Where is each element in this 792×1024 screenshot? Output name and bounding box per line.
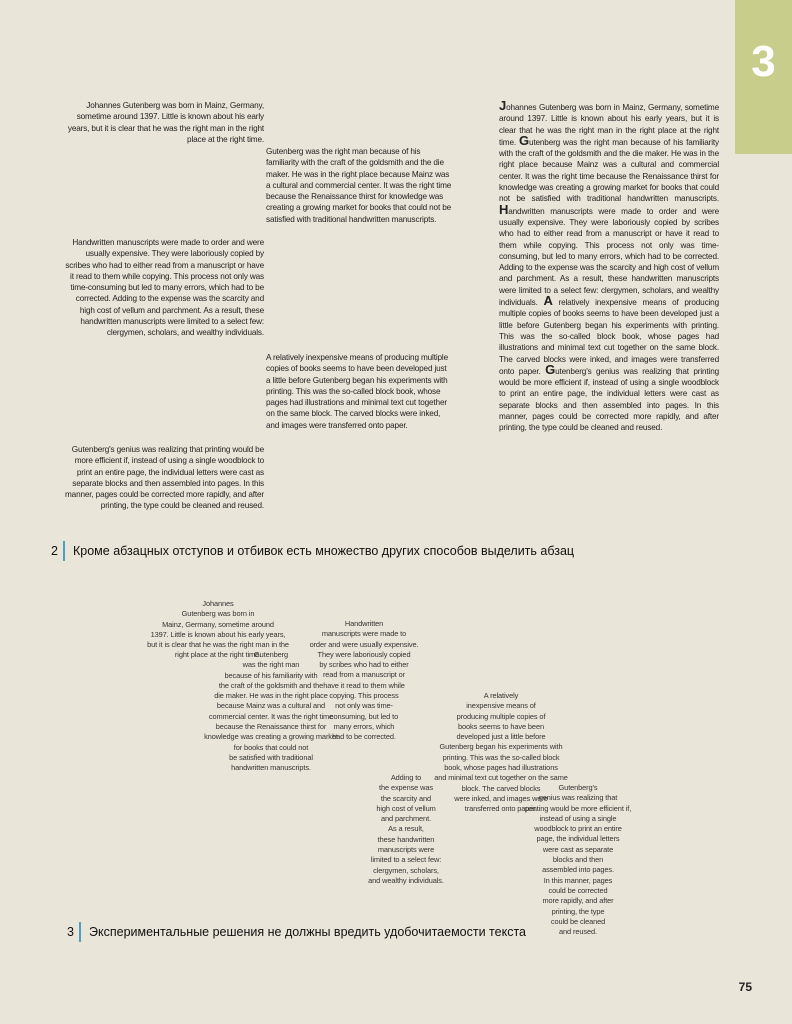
text-line: not only was time- — [335, 701, 393, 711]
caption-3-divider — [79, 922, 81, 942]
chapter-tab — [735, 0, 792, 154]
text-line: but it is clear that he was the right man in the — [147, 640, 289, 650]
text-line: and parchment. — [381, 814, 431, 824]
caption-2 — [46, 541, 574, 561]
text-line: Handwritten — [344, 619, 384, 628]
text-line: the craft of the goldsmith and the — [218, 680, 324, 690]
run-in-paragraph: andwritten manuscripts were made to order and were usually expensive. They were laboriously copied by scribes who had to either read from a manuscript or have it read to them while copying. This process not only was time-consuming, but led to many errors, which had to be corrected. Adding to the expense was the scarcity and high cost of vellum and parchment. As a result, these handwritten manuscripts were limited to a select few: clergymen, scholars, and wealthy individuals. — [499, 206, 719, 308]
text-line: blocks and then — [552, 855, 604, 865]
text-line: and minimal text cut together on the same — [434, 773, 568, 783]
text-line: Johannes — [202, 599, 234, 608]
initial-cap: H — [499, 201, 509, 217]
text-line: order and were usually expensive. — [309, 639, 419, 649]
text-line: be satisfied with traditional — [229, 752, 313, 762]
text-line: copying. This process — [329, 691, 399, 701]
text-line: block. The carved blocks — [461, 783, 541, 793]
text-line: consuming, but led to — [329, 711, 399, 721]
text-line: developed just a little before — [456, 732, 546, 742]
text-line: many errors, which — [333, 721, 395, 731]
text-line: had to be corrected. — [332, 732, 396, 742]
text-line: read from a manuscript or — [322, 670, 406, 680]
text-line: by scribes who had to either — [319, 660, 409, 670]
caption-2-divider — [63, 541, 65, 561]
col2-paragraph-2: A relatively inexpensive means of producing multiple copies of books seems to have been developed just a little before Gutenberg began his experiments with printing. This was the so-called block book, whose pages had illustrations and minimal text cut together on the same block. The carved blocks were inked, and images were transferred onto paper. — [266, 353, 448, 430]
run-in-paragraph: ohannes Gutenberg was born in Mainz, Germany, sometime around 1397. Little is known about his early years, but it is clear that he was the right man in the right place at the right time. — [499, 103, 719, 147]
text-line: producing multiple copies of — [456, 711, 546, 721]
initial-cap: G — [545, 361, 556, 377]
text-line: these handwritten — [377, 834, 435, 844]
text-line: Gutenberg began his experiments with — [439, 742, 563, 752]
scatter-block-6 — [495, 783, 661, 937]
col2-paragraph-1: Gutenberg was the right man because of his familiarity with the craft of the goldsmith and the die maker. He was in the right place because Mainz was a cultural and commercial center. It was the right time because the Renaissance thirst for knowledge was creating a growing market for books that could not be satisfied with traditional handwritten manuscripts. — [266, 147, 452, 224]
text-line: because the Renaissance thirst for — [215, 722, 327, 732]
text-line: They were laboriously copied — [317, 649, 411, 659]
text-line: assembled into pages. — [542, 865, 614, 875]
text-line: die maker. He was in the right place — [214, 691, 328, 701]
col1-paragraph-3: Gutenberg's genius was realizing that printing would be more efficient if, instead of using a single woodblock to print an entire page, the individual letters were cast as separate blocks and then assembled into pages. In this manner, pages could be corrected more rapidly, and after printing, the type could be cleaned and reused. — [65, 445, 264, 511]
text-line: manuscripts were — [377, 845, 435, 855]
caption-3-number: 3 — [67, 925, 74, 939]
initial-cap: J — [499, 98, 507, 113]
initial-cap: G — [518, 132, 529, 148]
text-line: because of his familiarity with — [224, 670, 318, 680]
text-line: limited to a select few: — [370, 855, 442, 865]
text-line: and reused. — [559, 927, 597, 937]
run-in-paragraph: relatively inexpensive means of producing multiple copies of books seems to have been developed just a little before Gutenberg began his experiments with printing. This was the so-called block book, whose pages had illustrations and minimal text cut together on the same block. The carved blocks were inked, and images were transferred onto paper. — [499, 298, 719, 376]
text-line: knowledge was creating a growing market — [204, 732, 338, 742]
text-line: Mainz, Germany, sometime around — [162, 619, 274, 629]
text-line: commercial center. It was the right time — [208, 711, 334, 721]
text-line: Gutenberg was born in — [181, 609, 255, 619]
page-number: 75 — [738, 980, 752, 994]
text-line: high cost of vellum — [376, 803, 436, 813]
text-line: more rapidly, and after — [542, 896, 614, 906]
text-line: because Mainz was a cultural and — [216, 701, 326, 711]
text-line: have it read to them while — [323, 680, 405, 690]
text-line: transferred onto paper. — [464, 804, 538, 814]
text-line: manuscripts were made to — [321, 629, 407, 639]
run-in-paragraph: utenberg was the right man because of his familiarity with the craft of the goldsmith and the die maker. He was in the right place because Mainz was a cultural and commercial center. It was the right time because the Renaissance thirst for knowledge was creating a growing market for books that could not be satisfied with traditional handwritten manuscripts. — [499, 137, 719, 204]
text-line: were inked, and images were — [454, 793, 548, 803]
text-line: could be corrected — [548, 885, 608, 895]
text-line: were cast as separate — [542, 844, 614, 854]
text-line: clergymen, scholars, — [373, 865, 439, 875]
text-line: Gutenberg — [253, 650, 289, 659]
text-line: In this manner, pages — [543, 875, 613, 885]
text-line: A relatively — [483, 691, 519, 700]
text-line: book, whose pages had illustrations — [444, 763, 558, 773]
caption-3 — [62, 922, 526, 942]
text-line: right place at the right time. — [174, 650, 262, 660]
col3-run-in-text — [499, 98, 719, 434]
text-line: printing would be more efficient if, — [524, 803, 632, 813]
text-line: and wealthy individuals. — [368, 875, 444, 885]
text-line: Gutenberg's — [558, 783, 598, 792]
text-line: genius was realizing that — [538, 793, 618, 803]
chapter-number: 3 — [751, 37, 776, 86]
text-line: 1397. Little is known about his early years, — [150, 629, 286, 639]
text-line: handwritten manuscripts. — [231, 763, 311, 773]
text-line: the expense was — [379, 783, 433, 793]
text-line: books seems to have been — [458, 721, 544, 731]
text-line: printing, the type — [551, 906, 605, 916]
scatter-block-3 — [290, 619, 438, 743]
text-line: was the right man — [242, 660, 300, 670]
text-line: Adding to — [390, 773, 422, 782]
text-line: woodblock to print an entire — [534, 824, 622, 834]
run-in-paragraph: utenberg's genius was realizing that printing would be more efficient if, instead of using a single woodblock to print an entire page, the individual letters were cast as separate blocks and then assembled into pages. In this manner, pages could be corrected more rapidly, and after printing, the type could be cleaned and reused. — [499, 366, 719, 433]
text-line: could be cleaned — [550, 916, 606, 926]
text-line: printing. This was the so-called block — [442, 752, 560, 762]
text-line: page, the individual letters — [536, 834, 620, 844]
col1-paragraph-2: Handwritten manuscripts were made to order and were usually expensive. They were laboriously copied by scribes who had to either read from a manuscript or have it read to them while copying. This process not only was time-consuming but led to many errors, which had to be corrected. Adding to the expense was the scarcity and high cost of vellum and parchment. As a result, these handwritten manuscripts were limited to a select few: clergymen, scholars, and wealthy individuals. — [65, 238, 264, 338]
text-line: instead of using a single — [539, 813, 617, 823]
text-line: the scarcity and — [380, 793, 432, 803]
initial-cap: A — [543, 293, 553, 309]
caption-2-number: 2 — [51, 544, 58, 558]
caption-2-text: Кроме абзацных отступов и отбивок есть множество других способов выделить абзац — [73, 544, 575, 558]
col1-paragraph-1: Johannes Gutenberg was born in Mainz, Germany, sometime around 1397. Little is known about his early years, but it is clear that he was the right man in the right place at the right time. — [67, 101, 264, 144]
caption-3-text: Экспериментальные решения не должны вредить удобочитаемости текста — [89, 925, 526, 939]
text-line: As a result, — [388, 824, 424, 834]
text-line: for books that could not — [233, 742, 309, 752]
text-line: inexpensive means of — [466, 701, 536, 711]
